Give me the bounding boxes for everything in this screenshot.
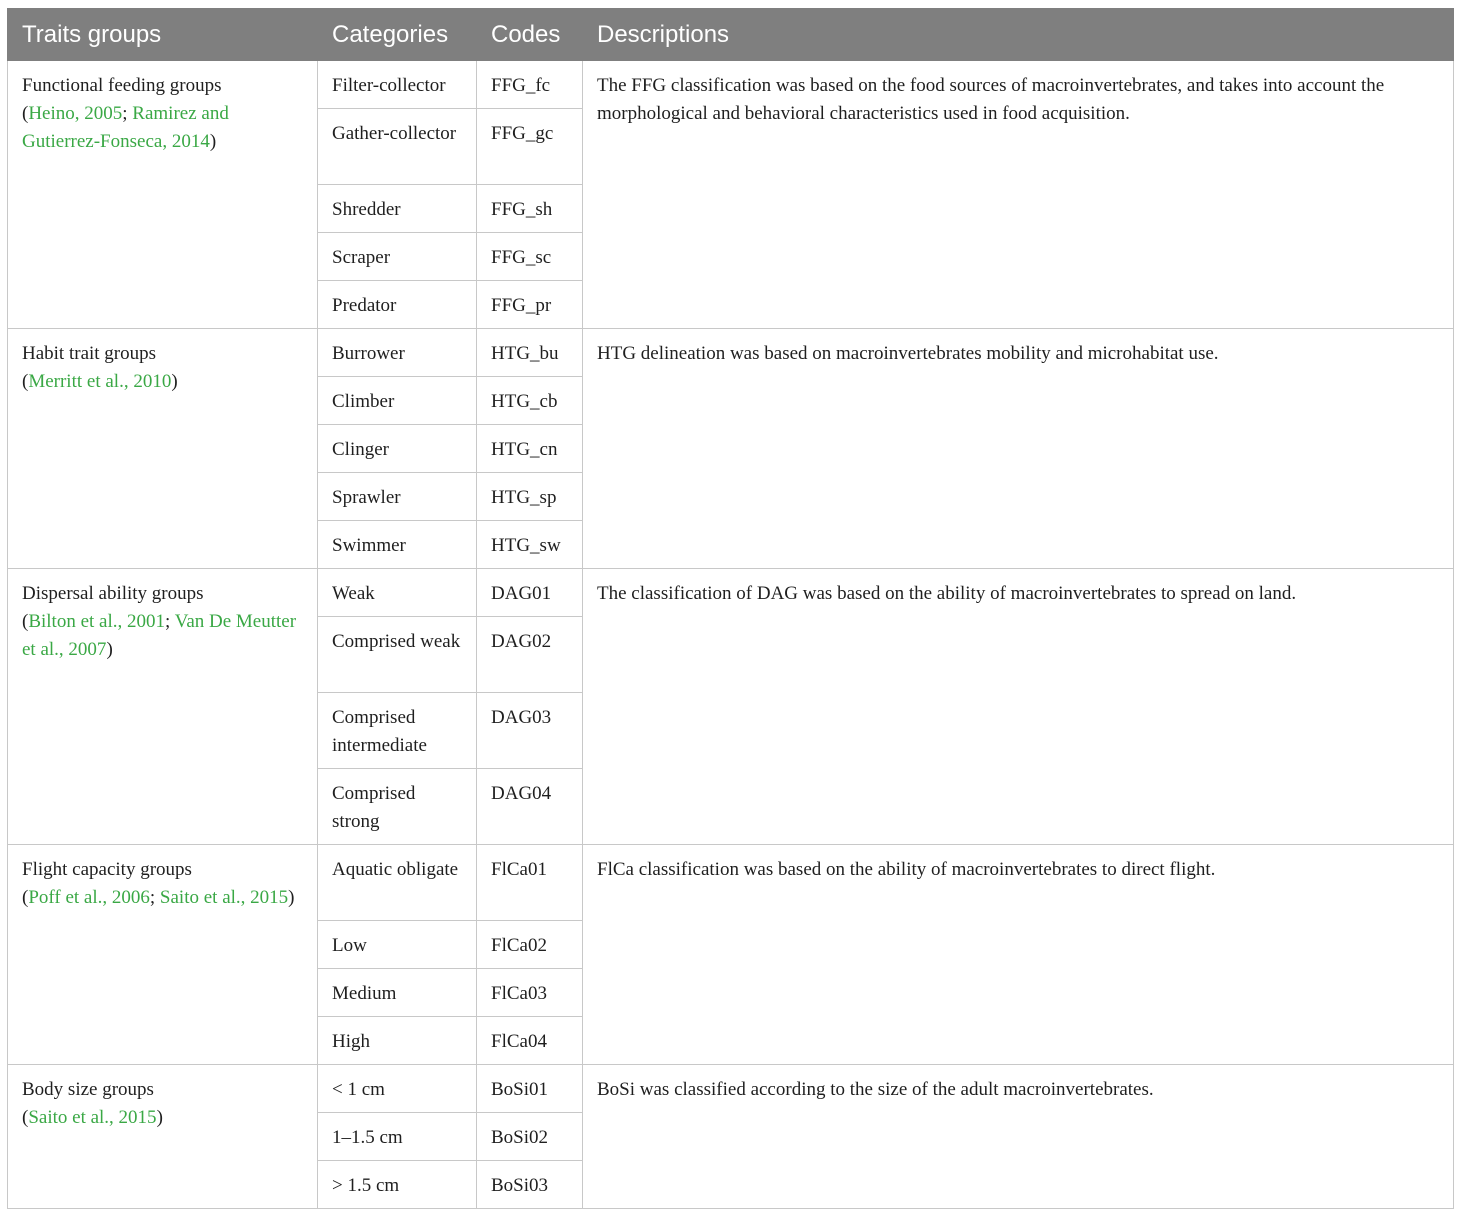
description-cell: FlCa classification was based on the ability of macroinvertebrates to direct flight. xyxy=(583,845,1454,1065)
group-cell-flca xyxy=(8,845,318,1065)
header-row xyxy=(8,9,1454,61)
code-cell: HTG_sp xyxy=(477,473,583,521)
category-cell: Aquatic obligate xyxy=(318,845,477,921)
category-cell: Low xyxy=(318,921,477,969)
code-cell: BoSi01 xyxy=(477,1065,583,1113)
group-cell-ffg xyxy=(8,61,318,329)
citation-paren: ( xyxy=(22,103,29,124)
code-cell: HTG_bu xyxy=(477,329,583,377)
category-cell: Medium xyxy=(318,969,477,1017)
citation-paren: ( xyxy=(22,611,29,632)
citation-separator: ; xyxy=(165,611,175,632)
code-cell: BoSi02 xyxy=(477,1113,583,1161)
category-cell: Predator xyxy=(318,281,477,329)
category-cell: Climber xyxy=(318,377,477,425)
group-cell-dag xyxy=(8,569,318,845)
code-cell: FFG_sc xyxy=(477,233,583,281)
citation-separator: ; xyxy=(122,103,133,124)
table-row xyxy=(8,569,1454,617)
header-categories: Categories xyxy=(318,9,477,61)
group-name: Body size groups xyxy=(22,1079,154,1100)
group-cell-bosi xyxy=(8,1065,318,1209)
category-cell: Filter-collector xyxy=(318,61,477,109)
citation-paren: ) xyxy=(156,1107,163,1128)
description-cell: HTG delineation was based on macroinvertebrates mobility and microhabitat use. xyxy=(583,329,1454,569)
category-cell: Clinger xyxy=(318,425,477,473)
category-cell: > 1.5 cm xyxy=(318,1161,477,1209)
code-cell: HTG_cb xyxy=(477,377,583,425)
category-cell: Weak xyxy=(318,569,477,617)
code-cell: FFG_sh xyxy=(477,185,583,233)
code-cell: FlCa02 xyxy=(477,921,583,969)
description-cell: The FFG classification was based on the food sources of macroinvertebrates, and takes into account the morphological and behavioral characteristics used in food acquisition. xyxy=(583,61,1454,329)
citation-paren: ) xyxy=(209,131,217,152)
citation-link[interactable]: Bilton et al., 2001 xyxy=(28,611,166,632)
citation-paren: ( xyxy=(22,887,29,908)
citation-link[interactable]: Van De Meutter et al., 2007 xyxy=(22,611,297,660)
table-row xyxy=(8,845,1454,921)
code-cell: FlCa04 xyxy=(477,1017,583,1065)
code-cell: DAG02 xyxy=(477,617,583,693)
code-cell: HTG_sw xyxy=(477,521,583,569)
group-name: Dispersal ability groups xyxy=(22,583,204,604)
group-name: Habit trait groups xyxy=(22,343,157,364)
citation-paren: ) xyxy=(171,371,178,392)
citation-paren: ( xyxy=(22,371,29,392)
code-cell: FFG_pr xyxy=(477,281,583,329)
header-traits-groups: Traits groups xyxy=(8,9,318,61)
category-cell: Comprised strong xyxy=(318,769,477,845)
citation-link[interactable]: Merritt et al., 2010 xyxy=(28,371,172,392)
citation-link[interactable]: Saito et al., 2015 xyxy=(28,1107,157,1128)
group-name: Flight capacity groups xyxy=(22,859,192,880)
citation-separator: ; xyxy=(149,887,160,908)
code-cell: BoSi03 xyxy=(477,1161,583,1209)
code-cell: FlCa01 xyxy=(477,845,583,921)
citation-paren: ( xyxy=(22,1107,29,1128)
header-descriptions: Descriptions xyxy=(583,9,1454,61)
category-cell: Sprawler xyxy=(318,473,477,521)
category-cell: Gather-collector xyxy=(318,109,477,185)
description-cell: The classification of DAG was based on the ability of macroinvertebrates to spread on land. xyxy=(583,569,1454,845)
category-cell: Comprised intermediate xyxy=(318,693,477,769)
category-cell: Burrower xyxy=(318,329,477,377)
table-row xyxy=(8,329,1454,377)
citation-link[interactable]: Poff et al., 2006 xyxy=(28,887,150,908)
category-cell: Scraper xyxy=(318,233,477,281)
table-row xyxy=(8,61,1454,109)
category-cell: Swimmer xyxy=(318,521,477,569)
code-cell: FFG_fc xyxy=(477,61,583,109)
citation-link[interactable]: Ramirez and Gutierrez-Fonseca, 2014 xyxy=(22,103,229,152)
citation-paren: ) xyxy=(106,639,113,660)
citation-paren: ) xyxy=(288,887,295,908)
group-cell-htg xyxy=(8,329,318,569)
category-cell: Shredder xyxy=(318,185,477,233)
description-cell: BoSi was classified according to the size of the adult macroinvertebrates. xyxy=(583,1065,1454,1209)
group-name: Functional feeding groups xyxy=(22,75,222,96)
category-cell: 1–1.5 cm xyxy=(318,1113,477,1161)
category-cell: Comprised weak xyxy=(318,617,477,693)
code-cell: DAG01 xyxy=(477,569,583,617)
header-codes: Codes xyxy=(477,9,583,61)
traits-table xyxy=(7,8,1454,1209)
code-cell: FFG_gc xyxy=(477,109,583,185)
category-cell: < 1 cm xyxy=(318,1065,477,1113)
table-row xyxy=(8,1065,1454,1113)
code-cell: FlCa03 xyxy=(477,969,583,1017)
category-cell: High xyxy=(318,1017,477,1065)
code-cell: HTG_cn xyxy=(477,425,583,473)
citation-link[interactable]: Heino, 2005 xyxy=(28,103,123,124)
citation-link[interactable]: Saito et al., 2015 xyxy=(159,887,289,908)
code-cell: DAG04 xyxy=(477,769,583,845)
code-cell: DAG03 xyxy=(477,693,583,769)
